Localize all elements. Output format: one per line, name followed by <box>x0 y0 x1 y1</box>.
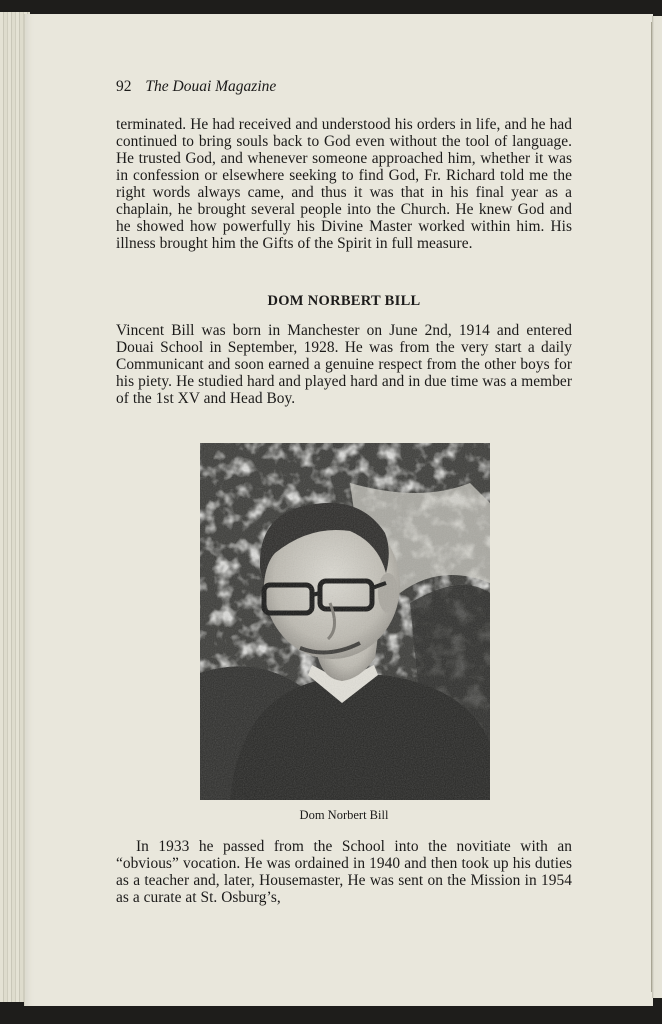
running-head <box>116 78 276 96</box>
paragraph-intro: terminated. He had received and understood his orders in life, and he had continued to bring souls back to God even without the tool of language. He trusted God, and whenever someone approached him, whether it was in confession or elsewhere seeking to find God, Fr. Richard told me the right words always came, and thus it was that in his final year as a chaplain, he brought several people into the Church. He knew God and he showed how powerfully his Divine Master worked within him. His illness brought him the Gifts of the Spirit in full measure. <box>116 116 572 252</box>
paragraph-birth: Vincent Bill was born in Manchester on June 2nd, 1914 and entered Douai School in September, 1928. He was from the very start a daily Communicant and soon earned a genuine respect from the other boys for his piety. He studied hard and played hard and in due time was a member of the 1st XV and Head Boy. <box>116 322 572 407</box>
portrait-illustration <box>200 443 490 800</box>
portrait-photo <box>200 443 490 800</box>
section-heading: DOM NORBERT BILL <box>267 293 421 309</box>
photo-caption: Dom Norbert Bill <box>299 808 389 822</box>
publication-title: The Douai Magazine <box>145 78 277 95</box>
next-page-edge <box>652 16 662 998</box>
page-number: 92 <box>116 78 132 95</box>
paragraph-vocation: In 1933 he passed from the School into the novitiate with an “obvious” vocation. He was ordained in 1940 and then took up his duties as a teacher and, later, Housemaster, He was sent on the Mission in 1954 as a curate at St. Osburg’s, <box>116 838 572 906</box>
